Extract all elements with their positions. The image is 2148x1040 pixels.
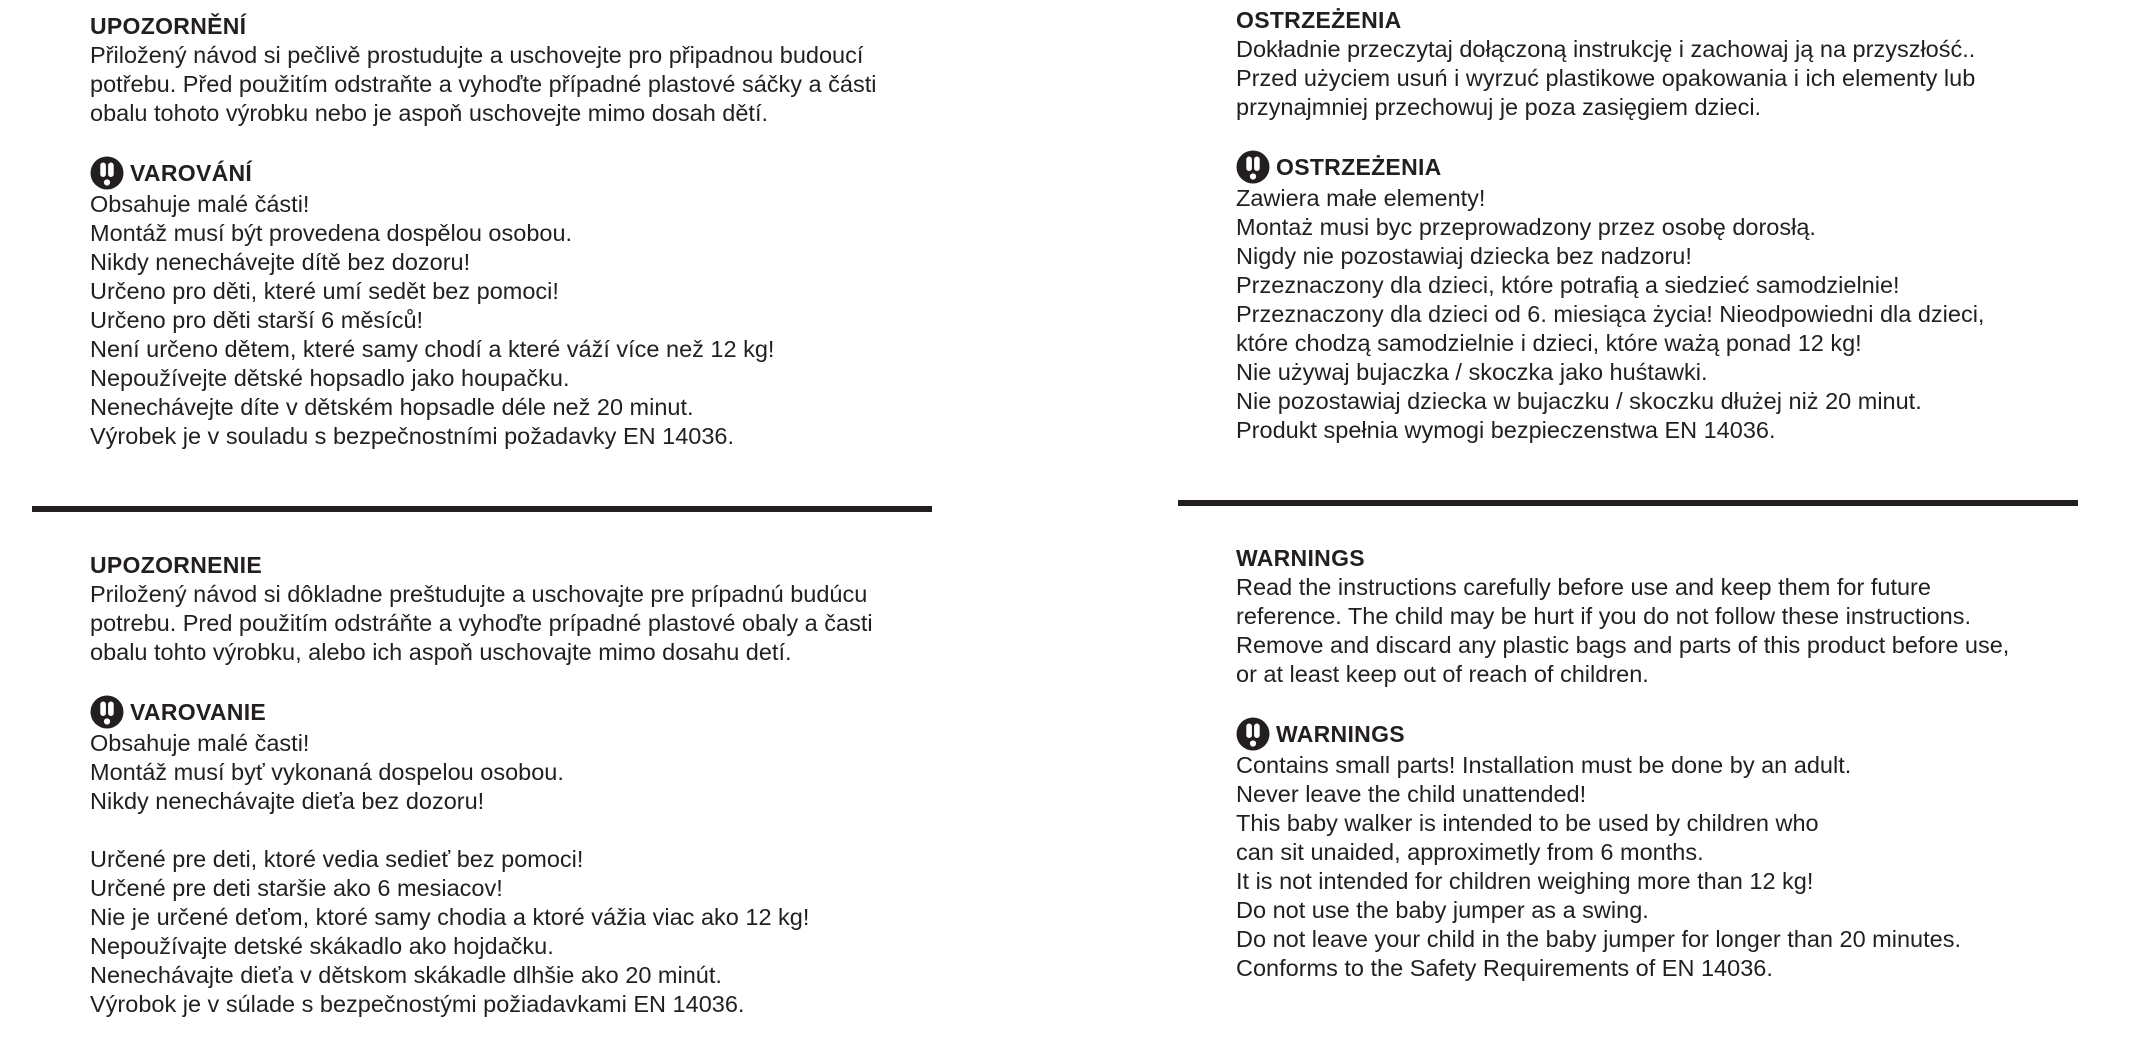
warning-item: Montaż musi byc przeprowadzony przez osobę dorosłą. [1236,214,1816,240]
warning-title: VAROVANIE [130,698,267,725]
intro-line: potrebu. Pred použitím odstráňte a vyhoďte prípadné plastové obaly a časti [90,610,873,636]
warning-item: It is not intended for children weighing more than 12 kg! [1236,868,1814,894]
section-title: UPOZORNENIE [90,552,262,578]
intro-line: Remove and discard any plastic bags and parts of this product before use, [1236,632,2010,658]
warning-item: Nikdy nenechávejte dítě bez dozoru! [90,249,471,275]
warning-heading [1236,717,2116,751]
exclamation-circle-icon [90,695,124,729]
section-title: OSTRZEŻENIA [1236,7,1402,33]
warning-item: Určené pre deti staršie ako 6 mesiacov! [90,875,503,901]
warning-item: Conforms to the Safety Requirements of EN 14036. [1236,955,1773,981]
warning-item: Zawiera małe elementy! [1236,185,1486,211]
exclamation-circle-icon [90,156,124,190]
warning-item: Nikdy nenechávajte dieťa bez dozoru! [90,788,485,814]
warning-item: Nie pozostawiaj dziecka w bujaczku / skoczku dłużej niż 20 minut. [1236,388,1922,414]
warning-list [1236,184,2116,445]
warning-item: Určené pre deti, ktoré vedia sedieť bez pomoci! [90,846,584,872]
warning-title: OSTRZEŻENIA [1276,153,1442,180]
warning-title: WARNINGS [1276,720,1405,747]
divider-right [1178,500,2078,506]
exclamation-circle-icon [1236,150,1270,184]
warning-item: Contains small parts! Installation must be done by an adult. [1236,752,1852,778]
exclamation-circle-icon [1236,717,1270,751]
warning-item: Przeznaczony dla dzieci, które potrafią a siedzieć samodzielnie! [1236,272,1900,298]
section-title: WARNINGS [1236,545,1365,571]
warning-item: Určeno pro děti, které umí sedět bez pomoci! [90,278,559,304]
warning-item: które chodzą samodzielnie i dzieci, które ważą ponad 12 kg! [1236,330,1862,356]
warning-item: Obsahuje malé části! [90,191,310,217]
warning-item: Nepoužívajte detské skákadlo ako hojdačku. [90,933,554,959]
warning-item: Produkt spełnia wymogi bezpieczenstwa EN 14036. [1236,417,1776,443]
intro-line: or at least keep out of reach of children. [1236,661,1649,687]
warning-item: Určeno pro děti starší 6 měsíců! [90,307,424,333]
intro-text [1236,573,2116,689]
warning-item [90,816,970,845]
warning-list [1236,751,2116,983]
section-title: UPOZORNĚNÍ [90,13,247,39]
warning-heading [90,156,970,190]
intro-text [90,580,970,667]
warning-list [90,729,970,1019]
warning-item: Výrobek je v souladu s bezpečnostními požadavky EN 14036. [90,423,735,449]
divider-left [32,506,932,512]
intro-line: obalu tohoto výrobku nebo je aspoň uschovejte mimo dosah dětí. [90,100,769,126]
warning-item: Nie je určené deťom, ktoré samy chodia a ktoré vážia viac ako 12 kg! [90,904,810,930]
warning-item: Nigdy nie pozostawiaj dziecka bez nadzoru! [1236,243,1692,269]
warning-item: Nie używaj bujaczka / skoczka jako huśtawki. [1236,359,1708,385]
intro-line: przynajmniej przechowuj je poza zasięgiem dzieci. [1236,94,1762,120]
warning-item: Obsahuje malé časti! [90,730,310,756]
warning-item: Nenechávejte díte v dětském hopsadle déle než 20 minut. [90,394,694,420]
intro-line: Read the instructions carefully before use and keep them for future [1236,574,1931,600]
warning-item: Není určeno dětem, které samy chodí a které váží více než 12 kg! [90,336,775,362]
warning-item: Przeznaczony dla dzieci od 6. miesiąca życia! Nieodpowiedni dla dzieci, [1236,301,1985,327]
section-pl [1236,6,2116,445]
warning-title: VAROVÁNÍ [130,159,253,186]
warning-item: can sit unaided, approximetly from 6 months. [1236,839,1704,865]
warning-item: Montáž musí být provedena dospělou osobou. [90,220,573,246]
intro-text [1236,35,2116,122]
intro-text [90,41,970,128]
warning-item: Do not use the baby jumper as a swing. [1236,897,1649,923]
warning-heading [1236,150,2116,184]
section-sk [90,551,970,1019]
intro-line: Priložený návod si dôkladne preštudujte a uschovajte pre prípadnú budúcu [90,581,868,607]
warning-item: Nenechávajte dieťa v dětskom skákadle dlhšie ako 20 minút. [90,962,722,988]
intro-line: obalu tohto výrobku, alebo ich aspoň uschovajte mimo dosahu detí. [90,639,792,665]
warning-list [90,190,970,451]
warning-item: Montáž musí byť vykonaná dospelou osobou. [90,759,564,785]
intro-line: Przed użyciem usuń i wyrzuć plastikowe opakowania i ich elementy lub [1236,65,1976,91]
warning-item: Výrobok je v súlade s bezpečnostými požiadavkami EN 14036. [90,991,745,1017]
intro-line: reference. The child may be hurt if you do not follow these instructions. [1236,603,1971,629]
warning-item: Nepoužívejte dětské hopsadlo jako houpačku. [90,365,570,391]
warning-item: Never leave the child unattended! [1236,781,1587,807]
intro-line: Přiložený návod si pečlivě prostudujte a uschovejte pro připadnou budoucí [90,42,864,68]
intro-line: Dokładnie przeczytaj dołączoną instrukcję i zachowaj ją na przyszłość.. [1236,36,1976,62]
intro-line: potřebu. Před použitím odstraňte a vyhoďte případné plastové sáčky a části [90,71,877,97]
warning-heading [90,695,970,729]
section-en [1236,544,2116,983]
warning-item: This baby walker is intended to be used by children who [1236,810,1819,836]
warning-item: Do not leave your child in the baby jumper for longer than 20 minutes. [1236,926,1962,952]
section-cs [90,12,970,451]
